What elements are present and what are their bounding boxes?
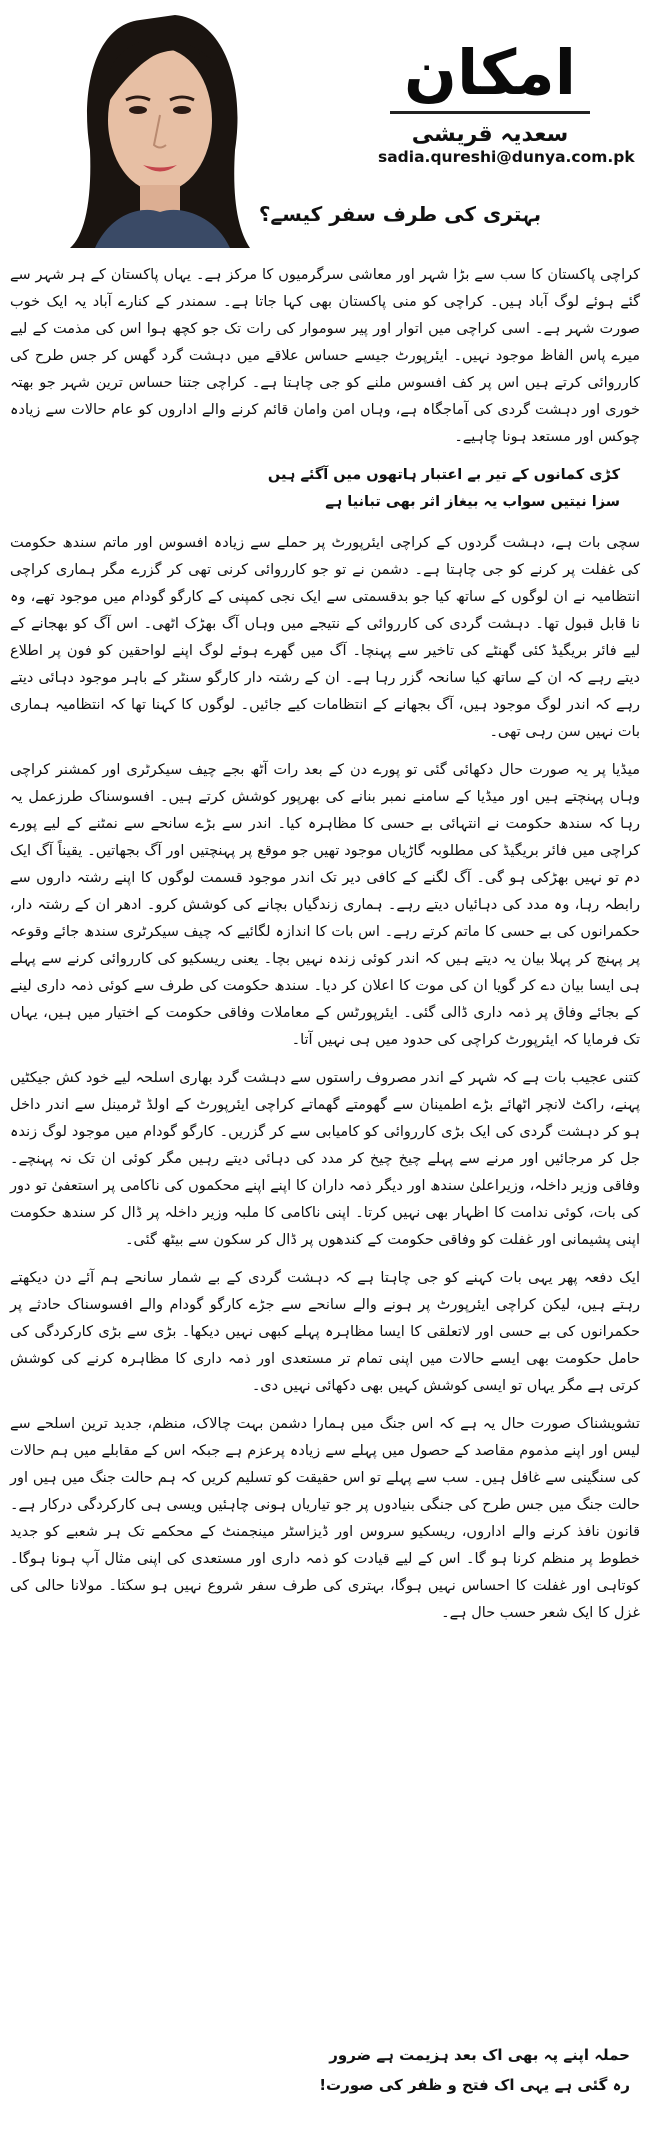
article-paragraph: کتنی عجیب بات ہے کہ شہر کے اندر مصروف راستوں سے دہشت گرد بھاری اسلحہ لیے خود کش جیکٹیں پہنے، راکٹ لانچر اٹھائے بڑے اطمینان سے گھومتے گھماتے کراچی ایئرپورٹ کے اولڈ ٹرمینل سے اندر داخل ہو کر دہشت گردی کی ایک بڑی کارروائی کو کامیابی سے کر گزریں۔ کارگو گودام میں موجود لوگ زندہ جل کر مرجائیں اور مرنے سے پہلے چیخ چیخ کر مدد کی دہائی دیتے رہیں مگر کوئی ان تک نہ پہنچے۔ وفاقی وزیر داخلہ، وزیراعلیٰ سندھ اور دیگر ذمہ داران کا اپنے اپنے محکموں کی ناکامی پر استعفیٰ تو دور کی بات، کوئی ندامت کا اظہار بھی نہیں کرتا۔ اپنی ناکامی کا ملبہ وزیر داخلہ پر ڈال کر سندھ حکومت اپنی پشیمانی اور غفلت کو وفاقی حکومت کے کندھوں پر ڈال کر سکون سے بیٹھ گئی۔: [10, 1070, 640, 1248]
verse-line: سزا نیتیں سواب یہ بیغاز اثر بھی تبانیا ہے: [325, 494, 620, 510]
verse-line: کڑی کمانوں کے تیر بے اعتبار ہاتھوں میں آگئے ہیں: [267, 467, 620, 483]
column-brand: [380, 36, 600, 148]
verse-couplet: [10, 462, 640, 516]
article-paragraph: ایک دفعہ پھر یہی بات کہنے کو جی چاہتا ہے کہ دہشت گردی کے بے شمار سانحے ہم آئے دن دیکھتے رہتے ہیں، لیکن کراچی ایئرپورٹ پر ہونے والے سانحے سے جڑے کارگو گودام والے افسوسناک حادثے پر حکمرانوں کی بے حسی اور لاتعلقی کا ایسا مظاہرہ پہلے کبھی نہیں دیکھا۔ بڑی سے بڑی کارکردگی کی حامل حکومت بھی ایسے حالات میں اپنی تمام تر مستعدی اور ذمہ داری کا مظاہرہ کرنے کی کوشش کرتی ہے مگر یہاں تو ایسی کوشش کہیں بھی دکھائی نہیں دی۔: [10, 1270, 640, 1394]
author-name: سعدیہ قریشی: [411, 122, 569, 148]
closing-line: رہ گئی ہے یہی اک فتح و ظفر کی صورت!: [319, 2076, 630, 2094]
column-header: [0, 0, 650, 250]
column-title: بہتری کی طرف سفر کیسے؟: [258, 202, 542, 226]
author-email[interactable]: sadia.qureshi@dunya.com.pk: [378, 148, 635, 166]
article-paragraph: تشویشناک صورت حال یہ ہے کہ اس جنگ میں ہمارا دشمن بہت چالاک، منظم، جدید ترین اسلحے سے لیس اور اپنے مذموم مقاصد کے حصول میں پہلے سے زیادہ پرعزم ہے جبکہ اس کے مقابلے میں ہم حالات کی سنگینی سے غافل ہیں۔ سب سے پہلے تو اس حقیقت کو تسلیم کریں کہ ہم حالت جنگ میں ہیں اور حالت جنگ میں جس طرح کی جنگی بنیادوں پر جو تیاریاں ہونی چاہئیں ویسی ہی کارکردگی درکار ہے۔ قانون نافذ کرنے والے اداروں، ریسکیو سروس اور ڈیزاسٹر مینجمنٹ کے محکمے تک ہر شعبے کو جدید خطوط پر منظم کرنا ہو گا۔ اس کے لیے قیادت کو ذمہ داری اور مستعدی کی اپنی مثال آپ ہونا ہوگا۔ کوتاہی اور غفلت کا احساس نہیں ہوگا، بہتری کی طرف سفر شروع نہیں ہو سکتا۔ مولانا حالی کی غزل کا ایک شعر حسب حال ہے۔: [10, 1416, 640, 1621]
article-paragraph: میڈیا پر یہ صورت حال دکھائی گئی تو پورے دن کے بعد رات آٹھ بجے چیف سیکرٹری اور کمشنر کراچی وہاں پہنچتے ہیں اور میڈیا کے سامنے نمبر بنانے کی بھرپور کوشش کرتے ہیں۔ افسوسناک طرزعمل یہ رہا کہ سندھ حکومت نے انتہائی بے حسی کا مظاہرہ کیا۔ اندر سے بڑے سانحے سے نمٹنے کے لیے پورے کراچی میں فائر بریگیڈ کی مطلوبہ گاڑیاں موجود تھیں جو موقع پر پہنچتیں اور آگ بجھاتیں۔ یقیناً آگ ایک دم تو نہیں بھڑکی ہو گی۔ آگ لگنے کے کافی دیر تک اندر موجود قسمت لوگوں کا اپنے رشتہ داروں سے رابطہ رہا، وہ مدد کی دہائیاں دیتے رہے۔ ہماری زندگیاں بچانے کی کوشش کرو۔ ادھر ان کے رشتہ دار، حکمرانوں کی بے حسی کا ماتم کرتے رہے۔ اس بات کا اندازہ لگائیے کہ چیف سیکرٹری سندھ جائے وقوعہ پر پہنچ کر پہلا بیان یہ دیتے ہیں کہ اندر کوئی زندہ نہیں بچا۔ یعنی ریسکیو کی کارروائی کرنے سے پہلے ہی ایسا بیان دے کر گویا ان کی موت کا اعلان کر دیا۔ سندھ حکومت کی طرف سے کوئی ذمہ داری لینے کے بجائے وفاق پر ذمہ داری ڈالی گئی۔ ایئرپورٹس کے معاملات وفاقی حکومت کے اختیار میں ہیں، یہاں تک فرمایا کہ ایئرپورٹ کراچی کی حدود میں ہی نہیں آتا۔: [10, 762, 640, 1048]
closing-line: حملہ اپنے پہ بھی اک بعد ہزیمت ہے ضرور: [329, 2046, 630, 2064]
brand-divider: [390, 111, 590, 114]
column-name: امکان: [404, 36, 576, 109]
article-body: [10, 262, 640, 1638]
article-paragraph: سچی بات ہے، دہشت گردوں کے کراچی ایئرپورٹ پر حملے سے زیادہ افسوس اور ماتم سندھ حکومت کی غفلت پر کرنے کو جی چاہتا ہے۔ دشمن نے تو جو کارروائی کرنی تھی کر گزرے مگر ہماری کراچی انتظامیہ نے ان لوگوں کے ساتھ کیا جو بدقسمتی سے ایک نجی کمپنی کے کارگو گودام میں موجود تھے، وہ نا قابل قبول تھا۔ دہشت گردی کی کارروائی کے نتیجے میں وہاں آگ بھڑک اٹھی۔ اس آگ کو بھجانے کے لیے فائر بریگیڈ کئی گھنٹے کی تاخیر سے پہنچا۔ آگ میں گھرے ہوئے لوگ اپنے لواحقین کو فون پر اطلاع دیتے رہے کہ ان کے ساتھ کیا سانحہ گزر رہا ہے۔ ان کے رشتہ دار کارگو سنٹر کے باہر موجود دہائی دیتے رہے کہ اندر لوگ موجود ہیں، آگ بجھانے کے انتظامات کیے جائیں۔ لوگوں کا کہنا تھا کہ انتظامیہ ہماری بات نہیں سن رہی تھی۔: [10, 535, 640, 740]
closing-couplet: [270, 2040, 630, 2100]
article-paragraph: کراچی پاکستان کا سب سے بڑا شہر اور معاشی سرگرمیوں کا مرکز ہے۔ یہاں پاکستان کے ہر شہر سے گئے ہوئے لوگ آباد ہیں۔ کراچی کو منی پاکستان بھی کہا جاتا ہے۔ سمندر کے کنارے آباد یہ ایک خوب صورت شہر ہے۔ اسی کراچی میں اتوار اور پیر سوموار کی رات تک جو کچھ ہوا اس کی مذمت کے لیے میرے پاس الفاظ موجود نہیں۔ ایئرپورٹ جیسے حساس علاقے میں دہشت گرد گھس کر جس طرح کی کارروائی کرتے ہیں اس پر کف افسوس ملنے کو جی چاہتا ہے۔ کراچی جتنا حساس ترین شہر جو بھتہ خوری اور دہشت گردی کی آماجگاہ ہے، وہاں امن وامان قائم کرنے والے اداروں کو عام حالات سے زیادہ چوکس اور مستعد ہونا چاہیے۔: [10, 267, 640, 445]
